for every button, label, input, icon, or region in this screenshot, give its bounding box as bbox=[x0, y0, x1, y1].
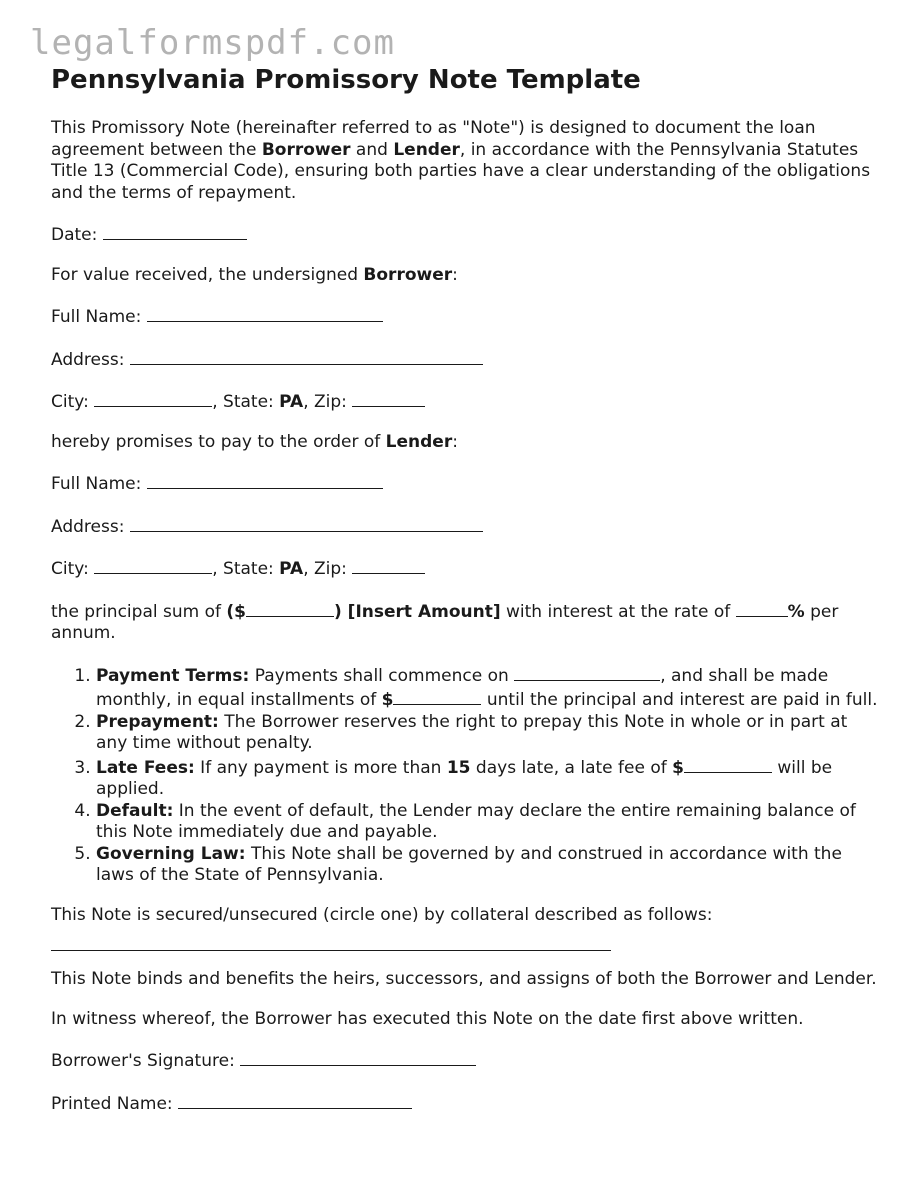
term-title: Late Fees: bbox=[96, 757, 195, 778]
intro-text: This Promissory Note (hereinafter referred to as "Note") is designed to document the loan agreement between the bbox=[51, 118, 816, 160]
interest-text: with interest at the rate of bbox=[500, 601, 736, 622]
lender-name-line bbox=[51, 471, 881, 496]
lender-city-field[interactable] bbox=[94, 556, 212, 574]
term-payment bbox=[96, 663, 881, 712]
value-received-line bbox=[51, 265, 881, 287]
intro-lender: Lender bbox=[393, 139, 460, 160]
term-text: days late, a late fee of bbox=[470, 757, 673, 778]
signature-line bbox=[51, 1048, 881, 1073]
term-title: Prepayment: bbox=[96, 711, 219, 732]
lender-address-line bbox=[51, 514, 881, 539]
signature-label: Borrower's Signature: bbox=[51, 1051, 241, 1071]
installment-field[interactable] bbox=[393, 687, 481, 705]
term-text: Payments shall commence on bbox=[249, 665, 515, 686]
document-page bbox=[51, 63, 881, 1115]
collateral-line: This Note is secured/unsecured (circle one) by collateral described as follows: bbox=[51, 904, 713, 925]
late-days: 15 bbox=[446, 757, 471, 778]
lender-zip-label: , Zip: bbox=[303, 559, 353, 579]
late-fee-field[interactable] bbox=[684, 755, 772, 773]
principal-paragraph bbox=[51, 599, 881, 645]
terms-list bbox=[51, 663, 881, 887]
printed-name-line bbox=[51, 1091, 881, 1116]
term-title: Default: bbox=[96, 800, 174, 821]
borrower-state-label: , State: bbox=[212, 392, 280, 412]
lender-address-field[interactable] bbox=[130, 514, 483, 532]
lender-zip-field[interactable] bbox=[352, 556, 425, 574]
borrower-city-label: City: bbox=[51, 392, 95, 412]
lender-address-label: Address: bbox=[51, 516, 130, 537]
lender-city-line bbox=[51, 556, 881, 581]
term-text: , and shall be made monthly, in equal installments of bbox=[96, 665, 829, 710]
term-title: Governing Law: bbox=[96, 843, 246, 864]
term-text: will be applied. bbox=[96, 757, 833, 799]
commence-date-field[interactable] bbox=[514, 663, 660, 681]
date-field[interactable] bbox=[103, 222, 247, 240]
intro-borrower: Borrower bbox=[261, 139, 351, 160]
date-line bbox=[51, 222, 881, 247]
term-late-fees bbox=[96, 755, 881, 801]
dollar-sign: $ bbox=[381, 690, 394, 710]
lender-state-value: PA bbox=[279, 559, 304, 579]
term-title: Payment Terms: bbox=[96, 665, 250, 686]
intro-paragraph bbox=[51, 118, 881, 204]
lender-name-field[interactable] bbox=[147, 471, 383, 489]
principal-amount-close: ) [Insert Amount] bbox=[333, 601, 501, 622]
borrower-zip-label: , Zip: bbox=[303, 392, 353, 412]
promise-lender: Lender bbox=[385, 431, 453, 452]
witness-paragraph: In witness whereof, the Borrower has executed this Note on the date first above written. bbox=[51, 1008, 804, 1029]
principal-text: the principal sum of bbox=[51, 601, 227, 622]
borrower-zip-field[interactable] bbox=[352, 389, 425, 407]
term-text: In the event of default, the Lender may declare the entire remaining balance of this Note immediately due and payable. bbox=[96, 800, 856, 842]
intro-text-end: , in accordance with the Pennsylvania Statutes Title 13 (Commercial Code), ensuring both parties have a clear understanding of the obligations and the terms of repayment. bbox=[51, 139, 871, 203]
term-prepayment bbox=[96, 712, 881, 755]
borrower-city-line bbox=[51, 389, 881, 414]
borrower-address-label: Address: bbox=[51, 349, 130, 370]
promise-line bbox=[51, 432, 881, 454]
site-watermark: legalformspdf.com bbox=[30, 23, 395, 63]
principal-amount bbox=[226, 602, 500, 622]
collateral-field[interactable] bbox=[51, 950, 611, 951]
borrower-name-field[interactable] bbox=[147, 304, 383, 322]
percent-sign: % bbox=[787, 601, 805, 622]
term-text: If any payment is more than bbox=[194, 757, 447, 778]
principal-amount-open: ($ bbox=[226, 601, 246, 622]
term-text: The Borrower reserves the right to prepay this Note in whole or in part at any time without penalty. bbox=[96, 711, 848, 753]
printed-name-field[interactable] bbox=[178, 1091, 412, 1109]
document-title: Pennsylvania Promissory Note Template bbox=[51, 65, 641, 95]
dollar-sign: $ bbox=[672, 757, 684, 778]
date-label: Date: bbox=[51, 225, 103, 245]
interest-rate-field[interactable] bbox=[736, 599, 788, 617]
promise-colon: : bbox=[452, 431, 458, 452]
borrower-state-value: PA bbox=[279, 392, 304, 412]
borrower-city-field[interactable] bbox=[94, 389, 212, 407]
lender-name-label: Full Name: bbox=[51, 474, 147, 494]
term-default bbox=[96, 801, 881, 844]
value-received-text: For value received, the undersigned bbox=[51, 264, 364, 285]
borrower-address-line bbox=[51, 347, 881, 372]
term-governing-law bbox=[96, 844, 881, 887]
value-received-colon: : bbox=[452, 264, 458, 285]
signature-field[interactable] bbox=[240, 1048, 476, 1066]
binds-paragraph: This Note binds and benefits the heirs, successors, and assigns of both the Borrower and Lender. bbox=[51, 969, 877, 989]
term-text: This Note shall be governed by and construed in accordance with the laws of the State of Pennsylvania. bbox=[96, 843, 842, 885]
intro-and: and bbox=[350, 139, 394, 160]
borrower-name-label: Full Name: bbox=[51, 307, 147, 327]
borrower-name-line bbox=[51, 304, 881, 329]
principal-amount-field[interactable] bbox=[246, 599, 334, 617]
value-received-borrower: Borrower bbox=[363, 264, 453, 285]
per-annum-text: per annum. bbox=[51, 601, 839, 643]
printed-name-label: Printed Name: bbox=[51, 1093, 179, 1114]
lender-city-label: City: bbox=[51, 559, 95, 579]
promise-text: hereby promises to pay to the order of bbox=[51, 431, 386, 452]
lender-state-label: , State: bbox=[212, 559, 280, 579]
borrower-address-field[interactable] bbox=[130, 347, 483, 365]
term-text: until the principal and interest are paid in full. bbox=[481, 690, 878, 710]
